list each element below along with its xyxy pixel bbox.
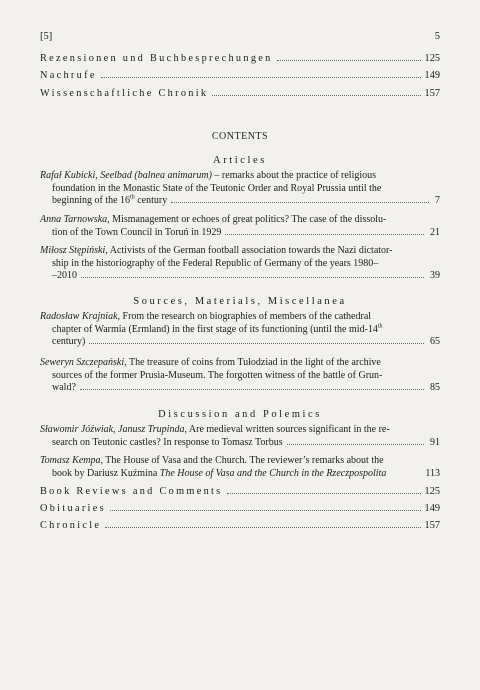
toc-item-kempa[interactable] [40, 455, 440, 480]
toc-item-szczepanski[interactable] [40, 357, 440, 395]
item-title-italic: The House of Vasa and the Church in the Rzeczpospolita [159, 467, 387, 479]
entry-page: 157 [424, 88, 440, 99]
dot-leader [89, 343, 424, 344]
item-title: – remarks about the practice of religious [211, 170, 377, 181]
item-page: 39 [430, 270, 440, 282]
superscript: th [130, 194, 135, 201]
item-author: Radosław Krajniak [40, 311, 118, 322]
item-title: , Mismanagement or echoes of great politics? The case of the dissolu- [107, 214, 387, 225]
dot-leader [225, 234, 424, 235]
page-header [40, 31, 440, 45]
entry-page: 149 [424, 503, 440, 514]
toc-entry-obituaries[interactable] [40, 503, 440, 516]
dot-leader [101, 77, 421, 78]
dot-leader [171, 202, 429, 203]
item-title: , From the research on biographies of members of the cathedral [117, 311, 372, 322]
item-author: Tomasz Kempa [40, 455, 101, 466]
toc-item-kubicki[interactable] [40, 170, 440, 208]
item-title-line: tion of the Town Council in Toruń in 1929 [52, 226, 222, 238]
section-heading-articles: Articles [213, 155, 267, 166]
item-page: 85 [430, 382, 440, 394]
dot-leader [80, 389, 424, 390]
toc-entry-nachrufe[interactable] [40, 70, 440, 83]
item-author: Anna Tarnowska [40, 214, 108, 225]
item-page: 21 [430, 226, 440, 238]
entry-title: Wissenschaftliche Chronik [40, 88, 209, 99]
item-title-line: sources of the former Prusia-Museum. The forgotten witness of the battle of Grun- [52, 369, 383, 381]
dot-leader [81, 277, 424, 278]
entry-title: Nachrufe [40, 70, 97, 81]
item-title-line: search on Teutonic castles? In response to Tomasz Torbus [52, 436, 283, 448]
item-title-line: foundation in the Monastic State of the Teutonic Order and Royal Prussia until the [52, 182, 382, 194]
section-heading-sources: Sources, Materials, Miscellanea [133, 296, 347, 307]
entry-page: 125 [424, 53, 440, 64]
entry-title: Rezensionen und Buchbesprechungen [40, 53, 273, 64]
item-page: 91 [430, 436, 440, 448]
contents-heading: CONTENTS [211, 131, 269, 142]
dot-leader [110, 510, 421, 511]
page-number: 5 [434, 31, 440, 42]
item-title-line: wald? [52, 382, 76, 394]
item-title-line: –2010 [52, 270, 77, 282]
dot-leader [277, 60, 421, 61]
item-author: Rafał Kubicki, Seelbad (balnea animarum) [40, 170, 212, 181]
item-author: Miłosz Stępiński [40, 245, 106, 256]
dot-leader [105, 527, 420, 528]
toc-item-jozwiak[interactable] [40, 424, 440, 449]
item-title: , The treasure of coins from Tułodziad in the light of the archive [124, 357, 381, 368]
item-author: Seweryn Szczepański [40, 357, 125, 368]
item-title: , Activists of the German football association towards the Nazi dictator- [105, 245, 393, 256]
toc-entry-rezensionen[interactable] [40, 53, 440, 66]
dot-leader [227, 493, 421, 494]
item-title-line: century) [52, 336, 86, 348]
item-page: 7 [435, 195, 440, 207]
item-title: , The House of Vasa and the Church. The reviewer’s remarks about the [100, 455, 384, 466]
item-page: 65 [430, 336, 440, 348]
section-heading-discussion: Discussion and Polemics [158, 409, 322, 420]
dot-leader [212, 95, 420, 96]
toc-item-stepinski[interactable] [40, 245, 440, 283]
dot-leader [287, 444, 424, 445]
entry-page: 125 [424, 486, 440, 497]
item-title-line: beginning of the 16 [52, 195, 131, 207]
item-title: , Are medieval written sources significant in the re- [184, 424, 390, 435]
entry-page: 149 [424, 70, 440, 81]
superscript: th [377, 323, 383, 330]
toc-entry-chronicle[interactable] [40, 520, 440, 533]
item-author: Sławomir Jóźwiak, Janusz Trupinda [40, 424, 185, 435]
page-bracket-number: [5] [40, 31, 53, 42]
entry-page: 157 [424, 520, 440, 531]
item-title-line: century [134, 195, 168, 207]
entry-title: Book Reviews and Comments [40, 486, 223, 497]
item-page: 113 [425, 467, 440, 479]
item-title-line: ship in the historiography of the Federal Republic of Germany of the years 1980– [52, 257, 379, 269]
toc-entry-chronik[interactable] [40, 88, 440, 101]
entry-title: Chronicle [40, 520, 102, 531]
toc-item-krajniak[interactable] [40, 311, 440, 349]
entry-title: Obituaries [40, 503, 106, 514]
toc-item-tarnowska[interactable] [40, 214, 440, 239]
item-title-line: book by Dariusz Kuźmina [52, 467, 160, 479]
item-title-line: chapter of Warmia (Ermland) in the first stage of its functioning (until the mid-14 [52, 323, 378, 335]
toc-entry-book-reviews[interactable] [40, 486, 440, 499]
